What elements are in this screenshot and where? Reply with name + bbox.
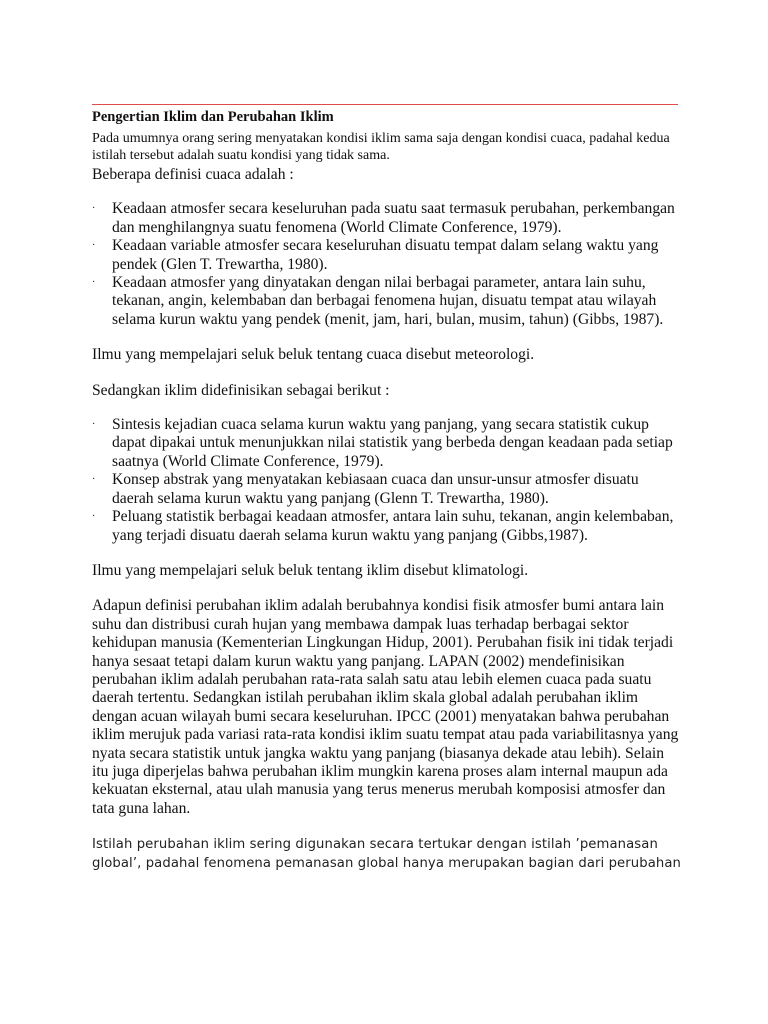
climatology-paragraph: Ilmu yang mempelajari seluk beluk tentang iklim disebut klimatologi. (92, 561, 529, 579)
weather-definitions-lead: Beberapa definisi cuaca adalah : (92, 166, 294, 183)
list-item (92, 471, 684, 508)
document-body (92, 108, 684, 886)
list-item-text: Peluang statistik berbagai keadaan atmosfer, antara lain suhu, tekanan, angin kelembaban, yang terjadi disuatu daerah selama kurun waktu yang panjang (Gibbs,1987). (112, 508, 674, 544)
list-item-text: Keadaan atmosfer secara keseluruhan pada suatu saat termasuk perubahan, perkembangan dan menghilangnya suatu fenomena (World Climate Conference, 1979). (112, 200, 675, 236)
climate-change-paragraph: Adapun definisi perubahan iklim adalah berubahnya kondisi fisik atmosfer bumi antara lain suhu dan distribusi curah hujan yang membawa dampak luas terhadap berbagai sektor kehidupan manusia (Kementerian Lingkungan Hidup, 2001). Perubahan fisik ini tidak terjadi hanya sesaat tetapi dalam kurun waktu yang panjang. LAPAN (2002) mendefinisikan perubahan iklim adalah perubahan rata-rata salah satu atau lebih elemen cuaca pada suatu daerah tertentu. Sedangkan istilah perubahan iklim skala global adalah perubahan iklim dengan acuan wilayah bumi secara keseluruhan. IPCC (2001) menyatakan bahwa perubahan iklim merujuk pada variasi rata-rata kondisi iklim suatu tempat atau pada variabilitasnya yang nyata secara statistik untuk jangka waktu yang panjang (biasanya dekade atau lebih). Selain itu juga diperjelas bahwa perubahan iklim mungkin karena proses alam internal maupun ada kekuatan eksternal, atau ulah manusia yang terus menerus merubah komposisi atmosfer dan tata guna lahan. (92, 597, 679, 817)
list-item-text: Keadaan atmosfer yang dinyatakan dengan nilai berbagai parameter, antara lain suhu, tekanan, angin, kelembaban dan berbagai fenomena hujan, disuatu tempat atau wilayah selama kurun waktu yang pendek (menit, jam, hari, bulan, musim, tahun) (Gibbs, 1987). (112, 274, 664, 328)
list-item (92, 508, 684, 545)
intro-paragraph: Pada umumnya orang sering menyatakan kondisi iklim sama saja dengan kondisi cuaca, padahal kedua istilah tersebut adalah suatu kondisi yang tidak sama. (92, 131, 670, 163)
bullet-icon: · (92, 277, 96, 289)
bullet-icon: · (92, 240, 96, 252)
list-item (92, 200, 684, 237)
list-item-text: Sintesis kejadian cuaca selama kurun waktu yang panjang, yang secara statistik cukup dapat dipakai untuk menunjukkan nilai statistik yang berbeda dengan keadaan pada setiap saatnya (World Climate Conference, 1979). (112, 416, 673, 470)
bullet-icon: · (92, 203, 96, 215)
list-item (92, 237, 684, 274)
bullet-icon: · (92, 474, 96, 486)
bullet-icon: · (92, 511, 96, 523)
list-item (92, 274, 684, 329)
list-item-text: Konsep abstrak yang menyatakan kebiasaan cuaca dan unsur-unsur atmosfer disuatu daerah selama kurun waktu yang panjang (Glenn T. Trewartha, 1980). (112, 471, 639, 507)
header-rule (92, 104, 678, 105)
climate-definitions-lead: Sedangkan iklim didefinisikan sebagai berikut : (92, 381, 390, 399)
list-item (92, 416, 684, 471)
meteorology-paragraph: Ilmu yang mempelajari seluk beluk tentang cuaca disebut meteorologi. (92, 346, 535, 364)
bullet-icon: · (92, 419, 96, 431)
document-title: Pengertian Iklim dan Perubahan Iklim (92, 109, 334, 125)
global-warming-paragraph: Istilah perubahan iklim sering digunakan secara tertukar dengan istilah ’pemanasan global’, padahal fenomena pemanasan global hanya merupakan bagian dari perubahan (92, 837, 681, 872)
climate-definition-list (92, 416, 684, 545)
list-item-text: Keadaan variable atmosfer secara keseluruhan disuatu tempat dalam selang waktu yang pendek (Glen T. Trewartha, 1980). (112, 237, 659, 273)
weather-definition-list (92, 200, 684, 329)
